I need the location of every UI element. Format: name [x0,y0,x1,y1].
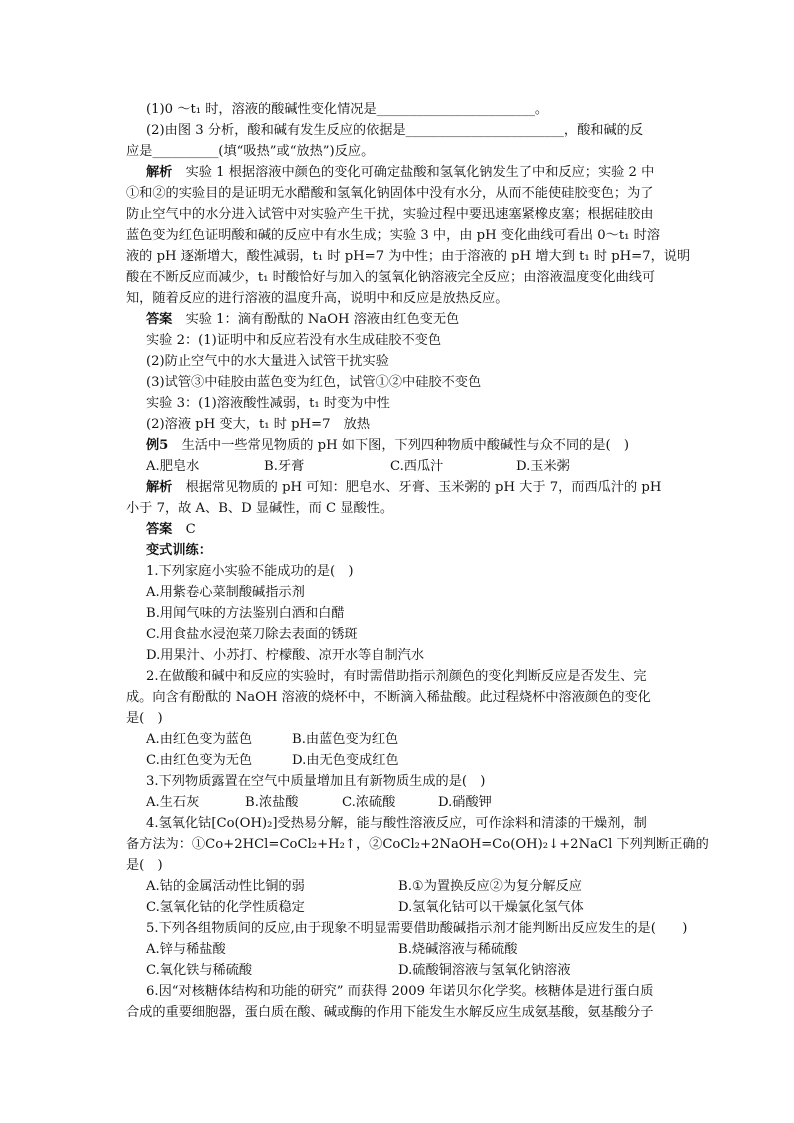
answer-label: 答案 [146,522,173,537]
option: C.浓硫酸 [342,795,396,810]
option: B.烧碱溶液与稀硫酸 [398,942,518,957]
question-5: 5.下列各组物质间的反应,由于现象不明显需要借助酸碱指示剂才能判断出反应发生的是( ) [146,921,688,936]
option: B.浓盐酸 [245,795,299,810]
option: C.由红色变为无色 [146,753,253,768]
question-2-cont: 成。向含有酚酞的 NaOH 溶液的烧杯中，不断滴入稀盐酸。此过程烧杯中溶液颜色的变化 [126,690,651,705]
analysis-line: 解析 根据常见物质的 pH 可知：肥皂水、牙膏、玉米粥的 pH 大于 7，而西瓜汁的 pH [146,480,662,495]
option: B.由蓝色变为红色 [292,732,399,747]
question-part-2-cont: 应是__________(填“吸热”或“放热”)反应。 [126,144,375,159]
question-6-cont: 合成的重要细胞器，蛋白质在酸、碱或酶的作用下能发生水解反应生成氨基酸，氨基酸分子 [126,1005,654,1020]
analysis-label: 解析 [146,480,173,495]
example-5-label: 例5 [146,438,169,453]
option: D.硫酸铜溶液与氢氧化钠溶液 [398,963,571,978]
question-2: 2.在做酸和碱中和反应的实验时，有时需借助指示剂颜色的变化判断反应是否发生、完 [146,669,647,684]
analysis-line: 蓝色变为红色证明酸和碱的反应中有水生成；实验 3 中，由 pH 变化曲线可看出 0～t₁ 时溶 [126,228,661,243]
question-6: 6.因“对核糖体结构和功能的研究” 而获得 2009 年诺贝尔化学奖。核糖体是进行蛋白质 [146,984,654,999]
analysis-label: 解析 [146,165,173,180]
option: C.用食盐水浸泡菜刀除去表面的锈斑 [146,627,358,642]
answer-line: 实验 3：(1)溶液酸性减弱，t₁ 时变为中性 [146,396,390,411]
analysis-line: 酸在不断反应而减少，t₁ 时酸恰好与加入的氢氧化钠溶液完全反应；由溶液温度变化曲线可 [126,270,656,285]
option: B.①为置换反应②为复分解反应 [398,879,582,894]
answer-label: 答案 [146,312,173,327]
question-part-2: (2)由图 3 分析，酸和碱有发生反应的依据是________________________，酸和碱的反 [146,123,644,138]
section-heading: 变式训练： [146,543,212,558]
question-4-cont: 是( ) [126,858,163,873]
option: B.用闻气味的方法鉴别白酒和白醋 [146,606,345,621]
answer-line: 答案 C [146,522,196,537]
option: A.肥皂水 [146,459,200,474]
option: A.钴的金属活动性比铜的弱 [146,879,305,894]
analysis-line: 小于 7，故 A、B、D 显碱性，而 C 显酸性。 [126,501,394,516]
answer-line: (2)防止空气中的水大量进入试管干扰实验 [146,354,389,369]
option: B.牙膏 [264,459,305,474]
option: D.硝酸钾 [438,795,492,810]
question-2-cont: 是( ) [126,711,163,726]
question-4: 4.氢氧化钴[Co(OH)₂]受热易分解，能与酸性溶液反应，可作涂料和清漆的干燥剂，制 [146,816,647,831]
option: A.由红色变为蓝色 [146,732,253,747]
question-part-1: (1)0 ～t₁ 时，溶液的酸碱性变化情况是________________________。 [146,102,549,117]
option: D.玉米粥 [516,459,570,474]
option: C.西瓜汁 [390,459,444,474]
analysis-line: 防止空气中的水分进入试管中对实验产生干扰，实验过程中要迅速塞紧橡皮塞；根据硅胶由 [126,207,654,222]
option: C.氢氧化钴的化学性质稳定 [146,900,305,915]
analysis-line: ①和②的实验目的是证明无水醋酸和氢氧化钠固体中没有水分，从而不能使硅胶变色；为了 [126,186,654,201]
analysis-line: 液的 pH 逐渐增大，酸性减弱，t₁ 时 pH=7 为中性；由于溶液的 pH 增大到 t₁ 时 pH=7，说明 [126,249,691,264]
option: A.用紫卷心菜制酸碱指示剂 [146,585,305,600]
question-3: 3.下列物质露置在空气中质量增加且有新物质生成的是( ) [146,774,486,789]
example-5-question: 例5 生活中一些常见物质的 pH 如下图，下列四种物质中酸碱性与众不同的是( ) [146,438,629,453]
question-1: 1.下列家庭小实验不能成功的是( ) [146,564,354,579]
answer-line: 实验 2：(1)证明中和反应若没有水生成硅胶不变色 [146,333,442,348]
option: D.用果汁、小苏打、柠檬酸、凉开水等自制汽水 [146,648,425,663]
answer-line: 答案 实验 1：滴有酚酞的 NaOH 溶液由红色变无色 [146,312,460,327]
option: A.锌与稀盐酸 [146,942,226,957]
analysis-line: 解析 实验 1 根据溶液中颜色的变化可确定盐酸和氢氧化钠发生了中和反应；实验 2 中 [146,165,655,180]
analysis-line: 知，随着反应的进行溶液的温度升高，说明中和反应是放热反应。 [126,291,509,306]
option: A.生石灰 [146,795,200,810]
option: D.氢氧化钴可以干燥氯化氢气体 [398,900,584,915]
answer-line: (3)试管③中硅胶由蓝色变为红色，试管①②中硅胶不变色 [146,375,482,390]
answer-line: (2)溶液 pH 变大，t₁ 时 pH=7 放热 [146,417,371,432]
option: D.由无色变成红色 [292,753,399,768]
question-4-cont: 备方法为：①Co+2HCl=CoCl₂+H₂↑，②CoCl₂+2NaOH=Co(OH)₂↓+2NaCl 下列判断正确的 [126,837,709,852]
option: C.氧化铁与稀硫酸 [146,963,253,978]
